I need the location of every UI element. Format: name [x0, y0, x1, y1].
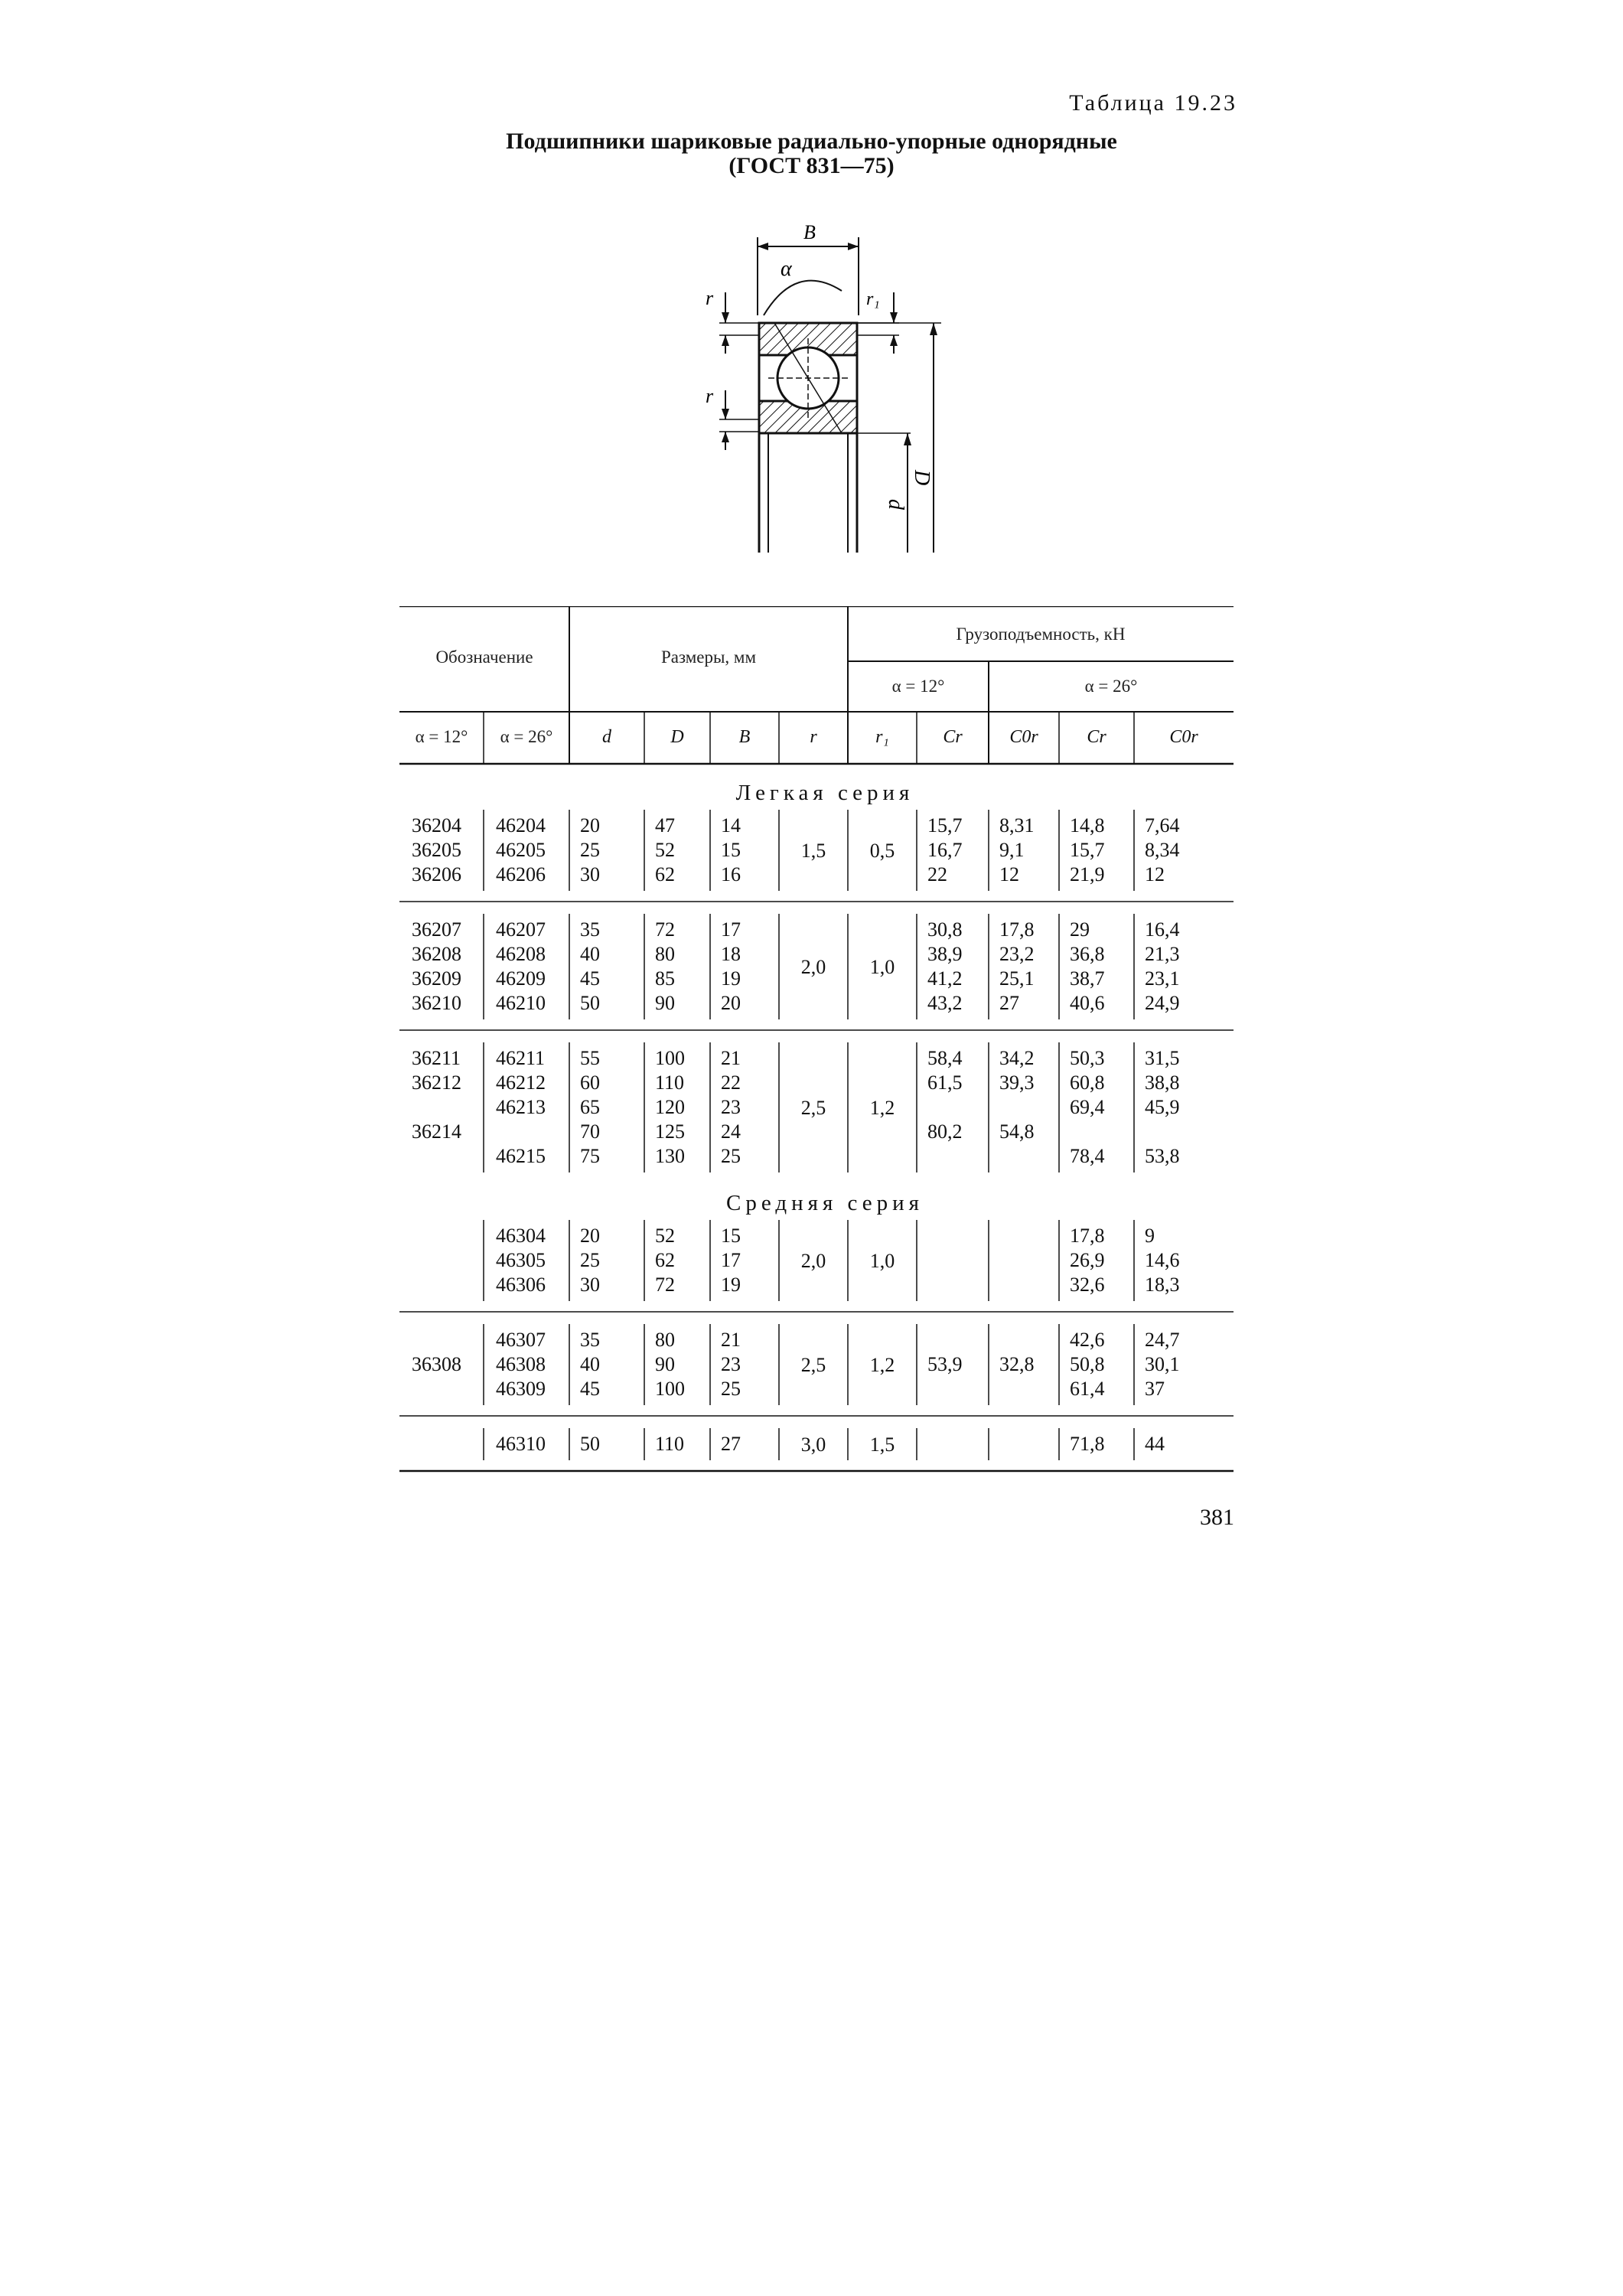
label-B: B	[803, 221, 816, 243]
table-cell-d: 30	[580, 863, 600, 885]
table-cell-a26: 46212	[496, 1071, 546, 1094]
series-title: Средняя серия	[726, 1191, 924, 1215]
table-cell-d: 20	[580, 814, 600, 837]
label-D: D	[910, 470, 934, 486]
table-cell-d: 45	[580, 1378, 600, 1400]
table-cell-c0r26: 8,34	[1145, 839, 1180, 861]
series-title: Легкая серия	[735, 781, 914, 805]
table-cell-B: 21	[721, 1329, 741, 1351]
table-cell-cr26: 36,8	[1070, 943, 1105, 965]
table-cell-c0r12: 27	[999, 992, 1019, 1014]
table-cell-cr26: 50,8	[1070, 1353, 1105, 1375]
table-cell-cr26: 69,4	[1070, 1096, 1105, 1118]
table-cell-D: 62	[655, 863, 675, 885]
header-alpha12: α = 12°	[891, 677, 945, 696]
table-cell-B: 14	[721, 814, 741, 837]
table-cell-c0r12: 32,8	[999, 1353, 1035, 1375]
table-cell-d: 70	[580, 1120, 600, 1143]
table-cell-c0r12: 25,1	[999, 967, 1035, 990]
header-capacity: Грузоподъемность, кН	[956, 625, 1126, 644]
table-cell-r: 1,5	[800, 840, 826, 862]
table-cell-a26: 46211	[496, 1047, 546, 1069]
table-cell-d: 50	[580, 992, 600, 1014]
table-cell-r1: 0,5	[869, 840, 895, 862]
table-cell-D: 85	[655, 967, 675, 990]
table-cell-a12: 36206	[412, 863, 461, 885]
header-col-D: D	[670, 727, 684, 747]
table-cell-a26: 46204	[496, 814, 546, 837]
table-cell-c0r26: 31,5	[1145, 1047, 1180, 1069]
table-cell-D: 130	[655, 1145, 685, 1167]
table-cell-cr26: 78,4	[1070, 1145, 1105, 1167]
table-cell-c0r26: 18,3	[1145, 1274, 1180, 1296]
table-cell-cr26: 50,3	[1070, 1047, 1105, 1069]
table-cell-c0r12: 9,1	[999, 839, 1025, 861]
table-cell-D: 72	[655, 918, 675, 941]
table-cell-d: 55	[580, 1047, 600, 1069]
table-cell-a12: 36211	[412, 1047, 461, 1069]
table-cell-a12: 36212	[412, 1071, 461, 1094]
table-cell-a12: 36207	[412, 918, 461, 941]
table-label: Таблица 19.23	[1069, 90, 1237, 116]
table-cell-c0r26: 24,9	[1145, 992, 1180, 1014]
table-cell-c0r26: 16,4	[1145, 918, 1180, 941]
table-cell-d: 40	[580, 943, 600, 965]
header-col-d: d	[602, 727, 611, 747]
table-cell-D: 62	[655, 1249, 675, 1271]
header-col-C0r2: C0r	[1169, 727, 1198, 747]
table-cell-D: 80	[655, 1329, 675, 1351]
header-col-a12: α = 12°	[415, 727, 468, 746]
table-cell-a26: 46209	[496, 967, 546, 990]
table-cell-c0r12: 17,8	[999, 918, 1035, 941]
table-cell-d: 35	[580, 1329, 600, 1351]
table-cell-c0r12: 8,31	[999, 814, 1035, 837]
bearing-drawing	[689, 216, 964, 568]
table-cell-r: 2,0	[800, 956, 826, 978]
header-col-B: B	[738, 727, 751, 747]
table-cell-a12: 36308	[412, 1353, 461, 1375]
table-cell-r1: 1,0	[869, 1250, 895, 1272]
table-cell-c0r26: 23,1	[1145, 967, 1180, 990]
table-cell-cr12: 15,7	[927, 814, 963, 837]
table-cell-c0r26: 38,8	[1145, 1071, 1180, 1094]
table-subtitle: (ГОСТ 831—75)	[728, 153, 895, 178]
table-cell-B: 15	[721, 839, 741, 861]
header-dimensions: Размеры, мм	[660, 647, 757, 667]
table-cell-c0r26: 37	[1145, 1378, 1165, 1400]
table-cell-D: 90	[655, 992, 675, 1014]
table-cell-a26: 46215	[496, 1145, 546, 1167]
table-cell-B: 25	[721, 1378, 741, 1400]
table-cell-c0r26: 53,8	[1145, 1145, 1180, 1167]
table-cell-a26: 46210	[496, 992, 546, 1014]
table-cell-c0r26: 9	[1145, 1225, 1155, 1247]
table-cell-a26: 46305	[496, 1249, 546, 1271]
label-alpha: α	[781, 257, 792, 281]
table-cell-a26: 46309	[496, 1378, 546, 1400]
table-cell-B: 15	[721, 1225, 741, 1247]
table-cell-cr12: 41,2	[927, 967, 963, 990]
table-cell-d: 75	[580, 1145, 600, 1167]
table-cell-a12: 36204	[412, 814, 461, 837]
table-cell-B: 17	[721, 918, 741, 941]
table-cell-c0r26: 21,3	[1145, 943, 1180, 965]
table-cell-D: 52	[655, 1225, 675, 1247]
table-cell-c0r26: 45,9	[1145, 1096, 1180, 1118]
table-cell-c0r26: 30,1	[1145, 1353, 1180, 1375]
table-title: Подшипники шариковые радиально-упорные однорядные	[506, 129, 1117, 154]
table-cell-a12: 36210	[412, 992, 461, 1014]
table-cell-B: 21	[721, 1047, 741, 1069]
table-cell-cr12: 38,9	[927, 943, 963, 965]
table-cell-B: 22	[721, 1071, 741, 1094]
table-cell-D: 110	[655, 1433, 685, 1455]
table-cell-D: 100	[655, 1378, 685, 1400]
table-cell-cr12: 22	[927, 863, 947, 885]
table-cell-B: 27	[721, 1433, 741, 1455]
table-cell-d: 25	[580, 1249, 600, 1271]
table-cell-c0r12: 54,8	[999, 1120, 1035, 1143]
table-cell-r: 3,0	[800, 1433, 826, 1456]
table-cell-cr12: 80,2	[927, 1120, 963, 1143]
table-cell-cr12: 43,2	[927, 992, 963, 1014]
table-cell-r: 2,5	[800, 1354, 826, 1376]
table-cell-a26: 46207	[496, 918, 546, 941]
table-cell-cr26: 14,8	[1070, 814, 1105, 837]
table-cell-cr12: 53,9	[927, 1353, 963, 1375]
table-cell-B: 16	[721, 863, 741, 885]
table-cell-D: 47	[655, 814, 675, 837]
table-cell-d: 20	[580, 1225, 600, 1247]
header-col-r1: r₁	[875, 727, 889, 747]
header-col-Cr2: Cr	[1087, 727, 1106, 747]
header-designation: Обозначение	[435, 647, 533, 667]
table-cell-cr26: 32,6	[1070, 1274, 1105, 1296]
table-cell-c0r12: 39,3	[999, 1071, 1035, 1094]
table-cell-B: 20	[721, 992, 741, 1014]
table-cell-D: 100	[655, 1047, 685, 1069]
table-cell-B: 23	[721, 1353, 741, 1375]
bearing-table	[399, 606, 1234, 1486]
header-col-Cr1: Cr	[943, 727, 963, 747]
table-cell-c0r26: 12	[1145, 863, 1165, 885]
table-cell-d: 65	[580, 1096, 600, 1118]
table-cell-B: 24	[721, 1120, 741, 1143]
table-cell-cr26: 71,8	[1070, 1433, 1105, 1455]
label-r1: r₁	[866, 289, 880, 309]
table-cell-d: 45	[580, 967, 600, 990]
table-cell-D: 120	[655, 1096, 685, 1118]
table-cell-a12: 36209	[412, 967, 461, 990]
table-cell-r1: 1,2	[869, 1354, 895, 1376]
table-cell-D: 90	[655, 1353, 675, 1375]
table-cell-a26: 46306	[496, 1274, 546, 1296]
table-cell-a26: 46213	[496, 1096, 546, 1118]
table-cell-D: 72	[655, 1274, 675, 1296]
table-cell-c0r26: 7,64	[1145, 814, 1180, 837]
table-cell-B: 17	[721, 1249, 741, 1271]
table-cell-cr26: 15,7	[1070, 839, 1105, 861]
table-cell-a12: 36214	[412, 1120, 461, 1143]
table-cell-cr12: 30,8	[927, 918, 963, 941]
table-cell-d: 60	[580, 1071, 600, 1094]
table-cell-a26: 46310	[496, 1433, 546, 1455]
table-cell-c0r12: 34,2	[999, 1047, 1035, 1069]
table-cell-a26: 46206	[496, 863, 546, 885]
table-cell-D: 52	[655, 839, 675, 861]
table-cell-r: 2,0	[800, 1250, 826, 1272]
label-r-mid: r	[706, 385, 714, 407]
table-cell-a26: 46308	[496, 1353, 546, 1375]
table-cell-r1: 1,5	[869, 1433, 895, 1456]
table-cell-d: 25	[580, 839, 600, 861]
table-cell-c0r26: 24,7	[1145, 1329, 1180, 1351]
table-cell-c0r12: 23,2	[999, 943, 1035, 965]
table-cell-r1: 1,2	[869, 1097, 895, 1119]
table-cell-cr12: 16,7	[927, 839, 963, 861]
table-cell-cr12: 61,5	[927, 1071, 963, 1094]
header-alpha26: α = 26°	[1084, 677, 1138, 696]
table-cell-cr26: 21,9	[1070, 863, 1105, 885]
page-number: 381	[1200, 1505, 1234, 1530]
table-cell-D: 125	[655, 1120, 685, 1143]
table-cell-a26: 46205	[496, 839, 546, 861]
table-cell-d: 50	[580, 1433, 600, 1455]
table-cell-cr26: 17,8	[1070, 1225, 1105, 1247]
table-cell-a12: 36208	[412, 943, 461, 965]
table-cell-r1: 1,0	[869, 956, 895, 978]
header-col-C0r1: C0r	[1009, 727, 1038, 747]
table-cell-B: 18	[721, 943, 741, 965]
table-cell-a26: 46208	[496, 943, 546, 965]
table-cell-cr26: 60,8	[1070, 1071, 1105, 1094]
table-cell-cr26: 61,4	[1070, 1378, 1105, 1400]
table-cell-cr26: 29	[1070, 918, 1090, 941]
table-cell-B: 25	[721, 1145, 741, 1167]
table-cell-a26: 46307	[496, 1329, 546, 1351]
table-cell-B: 19	[721, 1274, 741, 1296]
table-cell-cr26: 38,7	[1070, 967, 1105, 990]
table-cell-cr26: 40,6	[1070, 992, 1105, 1014]
table-cell-c0r12: 12	[999, 863, 1019, 885]
header-col-a26: α = 26°	[500, 727, 553, 746]
table-cell-d: 40	[580, 1353, 600, 1375]
table-cell-a12: 36205	[412, 839, 461, 861]
table-cell-B: 19	[721, 967, 741, 990]
table-cell-a26: 46304	[496, 1225, 546, 1247]
table-cell-d: 35	[580, 918, 600, 941]
table-cell-cr12: 58,4	[927, 1047, 963, 1069]
label-r-top: r	[706, 287, 714, 309]
table-cell-D: 110	[655, 1071, 685, 1094]
table-cell-d: 30	[580, 1274, 600, 1296]
table-cell-r: 2,5	[800, 1097, 826, 1119]
label-d: d	[884, 499, 908, 510]
table-cell-c0r26: 14,6	[1145, 1249, 1180, 1271]
table-cell-cr26: 26,9	[1070, 1249, 1105, 1271]
table-cell-D: 80	[655, 943, 675, 965]
table-cell-B: 23	[721, 1096, 741, 1118]
header-col-r: r	[810, 727, 817, 747]
table-cell-cr26: 42,6	[1070, 1329, 1105, 1351]
table-cell-c0r26: 44	[1145, 1433, 1165, 1455]
